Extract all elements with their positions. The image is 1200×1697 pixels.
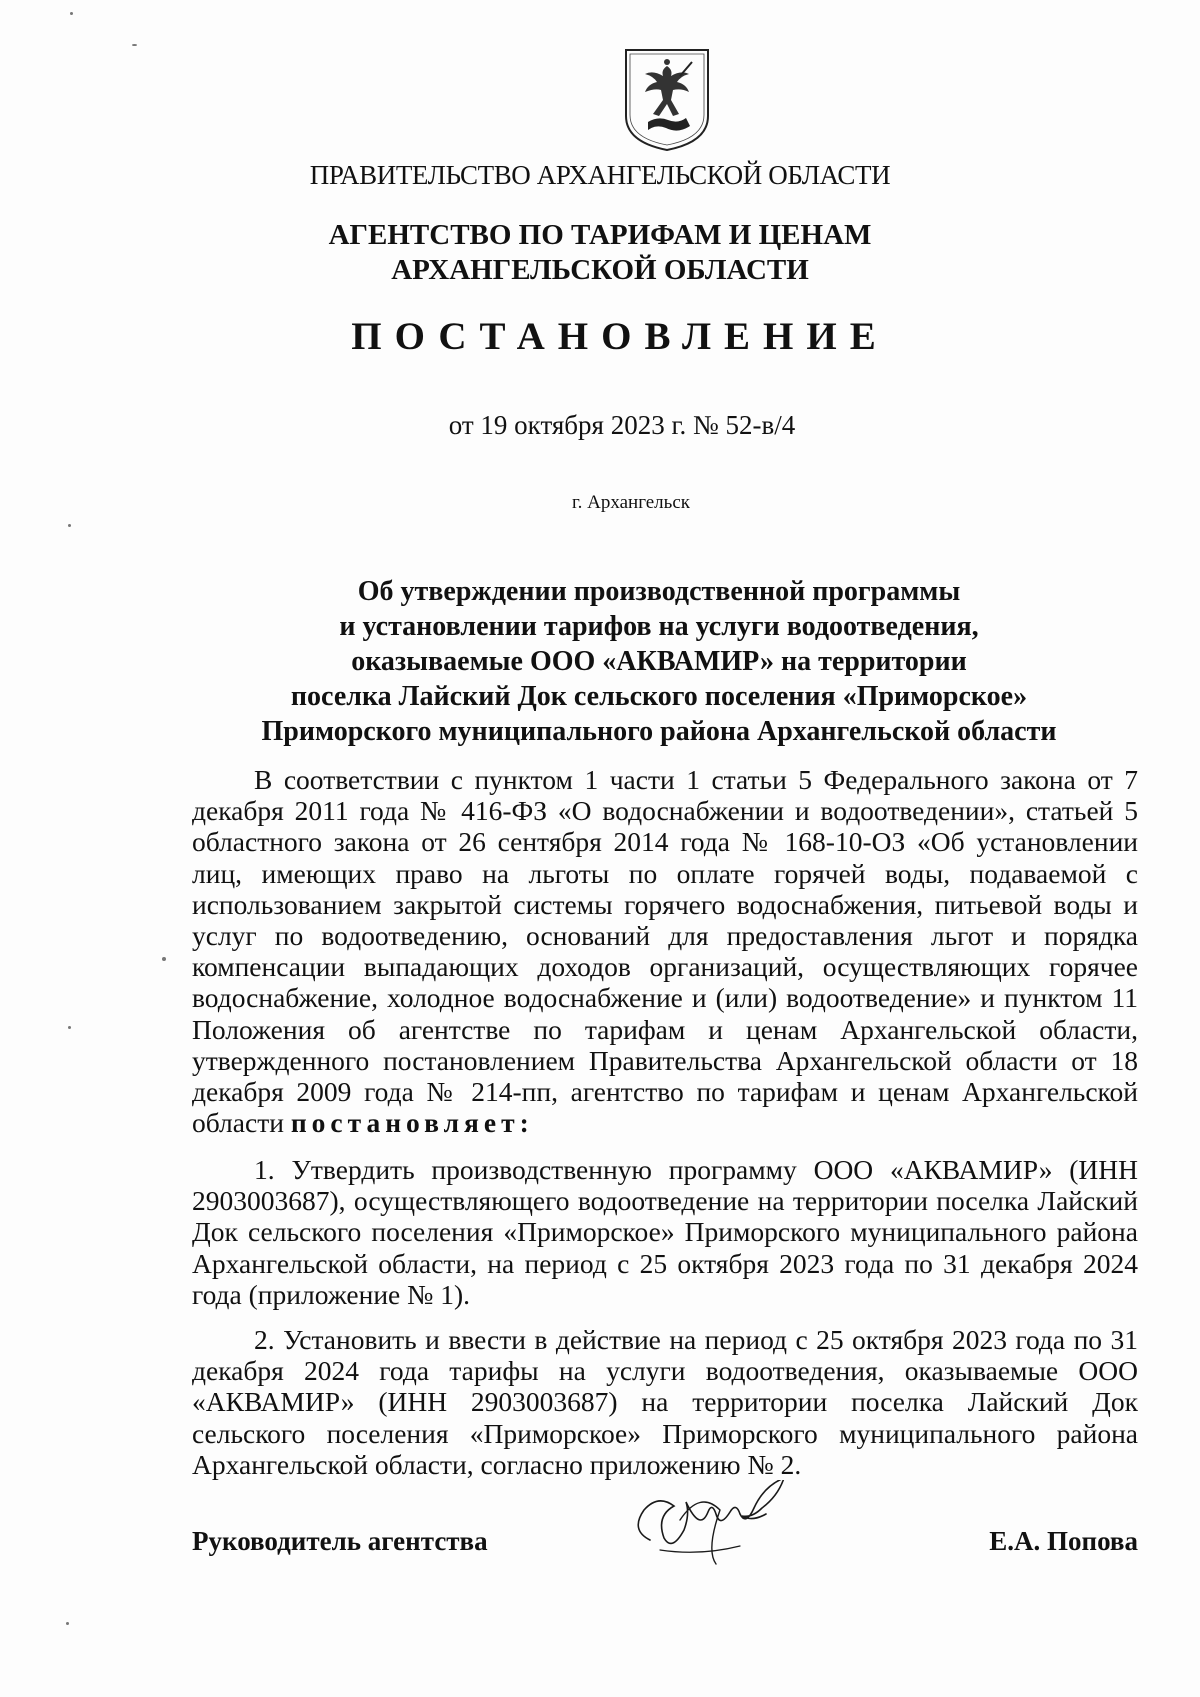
agency-name-line2: АРХАНГЕЛЬСКОЙ ОБЛАСТИ xyxy=(391,254,809,286)
resolves-word: постановляет: xyxy=(290,1107,534,1139)
title-line: Об утверждении производственной программы xyxy=(357,576,961,607)
scan-speck xyxy=(68,1026,71,1029)
document-city: г. Архангельск xyxy=(571,492,690,513)
item-1-text: 1. Утвердить производственную программу ООО «АКВАМИР» (ИНН 2903003687), осуществляющего водоотведение на территории поселка Лайский Док сельского поселения «Приморское» Приморского муниципального района Архангельской области, на период с 25 октября 2023 года по 31 декабря 2024 года (приложение № 1). xyxy=(192,1154,1138,1310)
scan-speck xyxy=(132,44,137,46)
signatory-name: Е.А. Попова xyxy=(989,1526,1138,1556)
document-date-number: от 19 октября 2023 г. № 52-в/4 xyxy=(448,410,796,440)
item-2-text: 2. Установить и ввести в действие на период с 25 октября 2023 года по 31 декабря 2024 года тарифы на услуги водоотведения, оказываемые ООО «АКВАМИР» (ИНН 2903003687) на территории поселка Лайский Док сельского поселения «Приморское» Приморского муниципального района Архангельской области, согласно приложению № 2. xyxy=(192,1324,1138,1480)
scan-speck xyxy=(68,524,71,527)
handwritten-signature-icon xyxy=(620,1480,840,1580)
scan-speck xyxy=(66,1622,69,1625)
agency-name xyxy=(0,218,1200,288)
title-line: и установлении тарифов на услуги водоотведения, xyxy=(339,611,979,642)
item-1-paragraph xyxy=(192,1154,1138,1310)
government-name: ПРАВИТЕЛЬСТВО АРХАНГЕЛЬСКОЙ ОБЛАСТИ xyxy=(309,160,891,190)
document-title xyxy=(180,574,1138,749)
title-line: поселка Лайский Док сельского поселения «Приморское» xyxy=(290,681,1028,712)
preamble-paragraph xyxy=(192,764,1138,1138)
coat-of-arms-icon xyxy=(620,46,714,154)
scan-speck xyxy=(162,957,166,961)
title-line: Приморского муниципального района Архангельской области xyxy=(261,716,1057,747)
preamble-text: В соответствии с пунктом 1 части 1 статьи 5 Федерального закона от 7 декабря 2011 года № 416-ФЗ «О водоснабжении и водоотведении», статьей 5 областного закона от 26 сентября 2014 года № 168-10-ОЗ «Об установлении лиц, имеющих право на льготы по оплате горячей воды, подаваемой с использованием закрытой системы горячего водоснабжения, питьевой воды и услуг по водоотведению, оснований для предоставления льгот и порядка компенсации выпадающих доходов организаций, осуществляющих горячее водоснабжение, холодное водоснабжение и (или) водоотведение» и пунктом 11 Положения об агентстве по тарифам и ценам Архангельской области, утвержденного постановлением Правительства Архангельской области от 18 декабря 2009 года № 214-пп, агентство по тарифам и ценам Архангельской области xyxy=(192,764,1138,1139)
signatory-position: Руководитель агентства xyxy=(192,1526,488,1556)
item-2-paragraph xyxy=(192,1324,1138,1480)
document-type: ПОСТАНОВЛЕНИЕ xyxy=(351,315,889,358)
agency-name-line1: АГЕНТСТВО ПО ТАРИФАМ И ЦЕНАМ xyxy=(328,219,872,251)
title-line: оказываемые ООО «АКВАМИР» на территории xyxy=(351,646,967,677)
scan-speck xyxy=(70,12,73,15)
